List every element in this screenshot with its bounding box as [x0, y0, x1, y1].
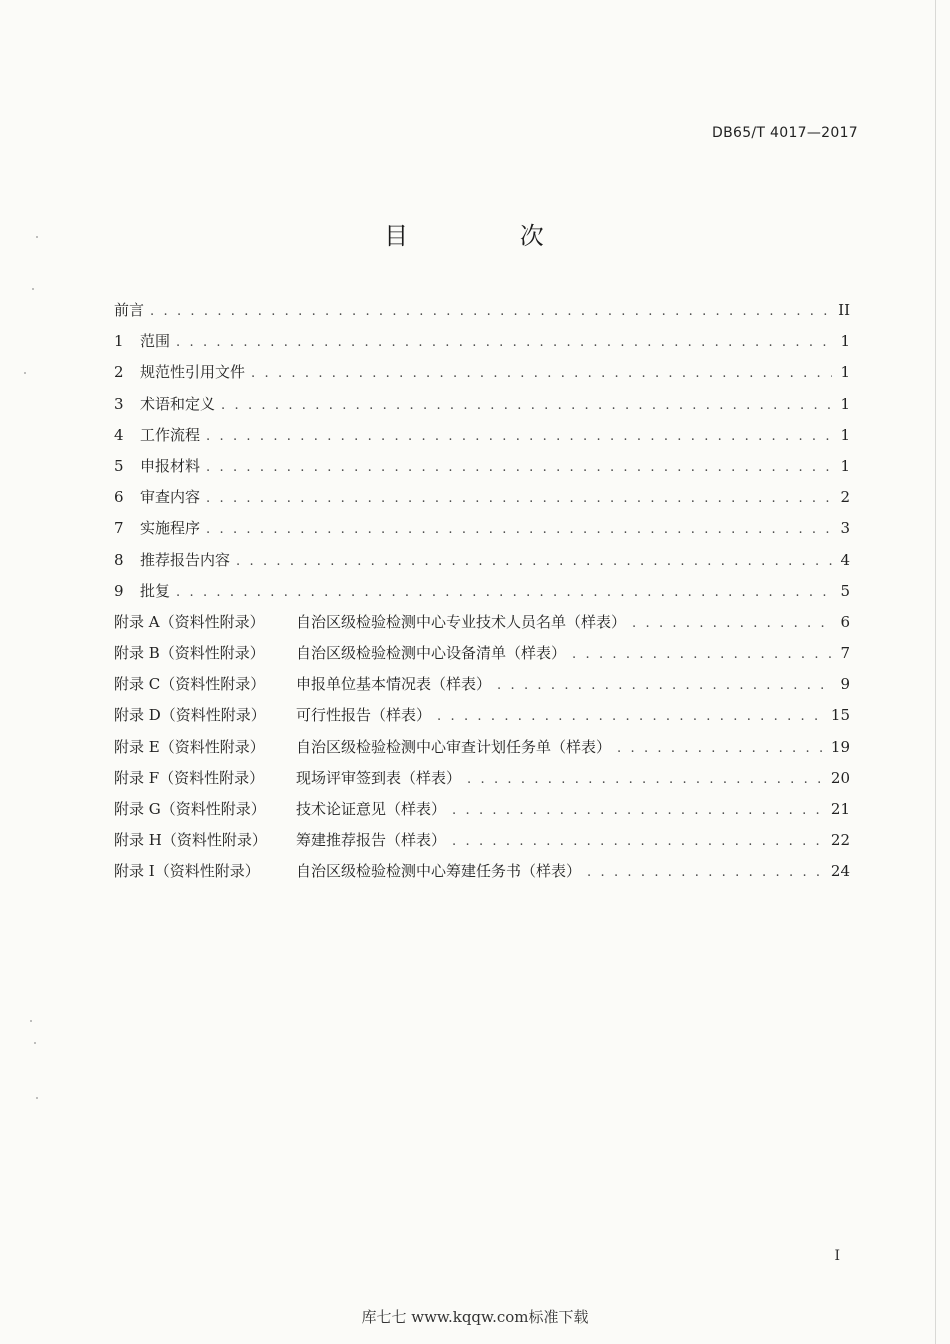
scan-edge — [935, 0, 936, 1344]
toc-entry-label: 前言 — [114, 301, 145, 319]
toc-entry-label: 规范性引用文件 — [140, 363, 246, 382]
toc-entry[interactable] — [114, 513, 850, 544]
watermark-footer[interactable]: 库七七 www.kqqw.com标准下载 — [361, 1308, 589, 1326]
toc-page-number: 1 — [840, 363, 850, 382]
toc-appendix-entry[interactable] — [114, 669, 850, 700]
toc-appendix-entry[interactable] — [114, 794, 850, 825]
toc-page-number: 24 — [830, 862, 850, 881]
toc-page-number: II — [838, 301, 850, 319]
toc-entry[interactable] — [114, 545, 850, 576]
dot-leader — [206, 452, 832, 483]
dot-leader — [587, 857, 825, 888]
toc-entry-label: 自治区级检验检测中心筹建任务书（样表） — [296, 862, 582, 881]
appendix-tag: 附录 E（资料性附录） — [114, 737, 265, 756]
toc-entry-label: 范围 — [140, 332, 171, 351]
toc-appendix-entry[interactable] — [114, 732, 850, 763]
page-folio: I — [834, 1248, 840, 1264]
toc-entry-label: 申报单位基本情况表（样表） — [296, 675, 492, 694]
section-number: 1 — [114, 332, 124, 351]
toc-entry-label: 审查内容 — [140, 488, 201, 507]
toc-entry-label: 推荐报告内容 — [140, 550, 231, 569]
toc-page-number: 1 — [840, 456, 850, 475]
toc-page-number: 9 — [840, 675, 850, 694]
toc-page-number: 1 — [840, 332, 850, 351]
section-number: 3 — [114, 394, 124, 413]
dot-leader — [206, 421, 832, 452]
scan-speck — [30, 1020, 32, 1022]
toc-entry-label: 术语和定义 — [140, 394, 216, 413]
toc-entry[interactable] — [114, 576, 850, 607]
toc-appendix-entry[interactable] — [114, 607, 850, 638]
section-number: 9 — [114, 581, 124, 600]
toc-page-number: 21 — [830, 800, 850, 818]
toc-entry-label: 技术论证意见（样表） — [296, 800, 447, 818]
toc-entry-preface[interactable] — [114, 295, 850, 326]
toc-page-number: 3 — [840, 519, 850, 538]
section-number: 6 — [114, 488, 124, 507]
dot-leader — [617, 733, 825, 764]
appendix-tag: 附录 I（资料性附录） — [114, 862, 260, 881]
dot-leader — [452, 795, 825, 826]
dot-leader — [206, 514, 832, 545]
appendix-tag: 附录 D（资料性附录） — [114, 706, 266, 725]
toc-page-number: 4 — [840, 550, 850, 569]
dot-leader — [632, 608, 832, 639]
toc-page-number: 20 — [830, 768, 850, 787]
toc-entry-label: 自治区级检验检测中心专业技术人员名单（样表） — [296, 612, 627, 631]
toc-entry-label: 实施程序 — [140, 519, 201, 538]
toc-entry[interactable] — [114, 451, 850, 482]
dot-leader — [176, 577, 832, 608]
scan-speck — [24, 372, 26, 374]
dot-leader — [251, 358, 832, 389]
toc-entry-label: 自治区级检验检测中心设备清单（样表） — [296, 644, 567, 663]
toc-appendix-entry[interactable] — [114, 763, 850, 794]
toc-entry[interactable] — [114, 420, 850, 451]
toc-entry-label: 工作流程 — [140, 425, 201, 444]
section-number: 5 — [114, 456, 124, 475]
toc-page-number: 1 — [840, 394, 850, 413]
toc-entry[interactable] — [114, 482, 850, 513]
standard-number: DB65/T 4017—2017 — [712, 125, 858, 141]
toc-page-number: 22 — [830, 831, 850, 850]
section-number: 4 — [114, 425, 124, 444]
toc-page-number: 5 — [840, 581, 850, 600]
appendix-tag: 附录 G（资料性附录） — [114, 800, 266, 818]
appendix-tag: 附录 A（资料性附录） — [114, 612, 265, 631]
dot-leader — [150, 296, 832, 327]
appendix-tag: 附录 B（资料性附录） — [114, 644, 265, 663]
dot-leader — [206, 483, 832, 514]
toc-page-number: 1 — [840, 425, 850, 444]
dot-leader — [572, 639, 832, 670]
toc-appendix-entry[interactable] — [114, 825, 850, 856]
appendix-tag: 附录 H（资料性附录） — [114, 831, 267, 850]
toc-entry-label: 申报材料 — [140, 456, 201, 475]
toc-entry-label: 筹建推荐报告（样表） — [296, 831, 447, 850]
toc-entry[interactable] — [114, 389, 850, 420]
toc-page-number: 15 — [830, 706, 850, 725]
toc-appendix-entry[interactable] — [114, 700, 850, 731]
toc-entry-label: 现场评审签到表（样表） — [296, 768, 462, 787]
toc-page-number: 19 — [830, 737, 850, 756]
toc-entry-label: 批复 — [140, 581, 171, 600]
scan-speck — [32, 288, 34, 290]
scan-speck — [36, 1097, 38, 1099]
dot-leader — [236, 546, 832, 577]
appendix-tag: 附录 F（资料性附录） — [114, 768, 265, 787]
toc-entry[interactable] — [114, 357, 850, 388]
dot-leader — [497, 670, 832, 701]
scan-speck — [34, 1042, 36, 1044]
dot-leader — [437, 701, 825, 732]
toc-entry-label: 可行性报告（样表） — [296, 706, 432, 725]
toc-entry-label: 自治区级检验检测中心审查计划任务单（样表） — [296, 737, 612, 756]
toc-page-number: 7 — [840, 644, 850, 663]
toc-entry[interactable] — [114, 326, 850, 357]
dot-leader — [452, 826, 825, 857]
table-of-contents — [114, 295, 850, 888]
toc-appendix-entry[interactable] — [114, 638, 850, 669]
dot-leader — [221, 390, 832, 421]
page-title: 目 次 — [384, 222, 596, 250]
section-number: 7 — [114, 519, 124, 538]
toc-page-number: 6 — [840, 612, 850, 631]
section-number: 2 — [114, 363, 124, 382]
toc-appendix-entry[interactable] — [114, 856, 850, 887]
dot-leader — [176, 327, 832, 358]
section-number: 8 — [114, 550, 124, 569]
toc-page-number: 2 — [840, 488, 850, 507]
appendix-tag: 附录 C（资料性附录） — [114, 675, 266, 694]
dot-leader — [467, 764, 825, 795]
